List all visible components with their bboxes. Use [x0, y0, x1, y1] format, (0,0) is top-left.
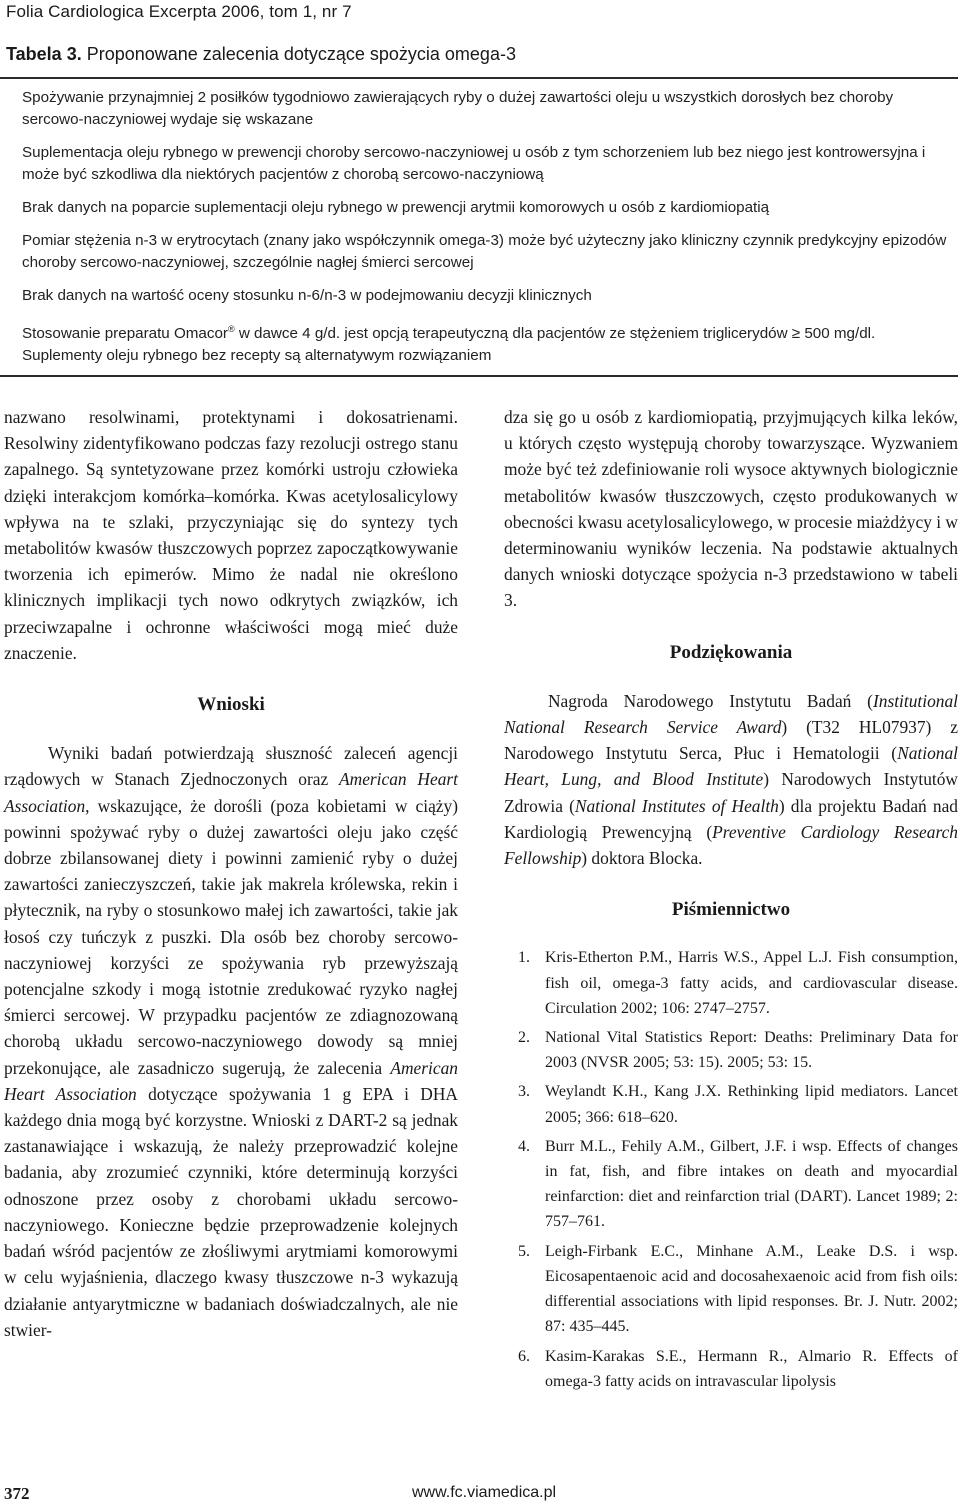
page-number: 372: [4, 1484, 30, 1503]
registered-mark: ®: [227, 324, 235, 334]
text-run: Nagroda Narodowego Instytutu Badań (: [548, 690, 873, 711]
table-row: Brak danych na wartość oceny stosunku n-6/n-3 w podejmowaniu decyzji klinicznych: [22, 287, 592, 304]
italic-text: American Heart Association: [4, 1057, 458, 1104]
reference-number: 1.: [518, 949, 530, 967]
right-column: [504, 404, 958, 1398]
body-paragraph: nazwano resolwinami, protektynami i dokosatrienami. Resolwiny zidentyfikowano podczas fazy rezolucji ostrego stanu zapalnego. Są syntetyzowane przez komórki ustroju człowieka dzięki interakcjom komórka–komórka. Kwas acetylosalicylowy wpływa na te szlaki, przyczyniając się do syntezy tych metabolitów kwasów tłuszczowych poprzez zapoczątkowywanie tworzenia ich epimerów. Mimo że nadal nie określono klinicznych implikacji tych nowo odkrytych związków, ich przeciwzapalne i ochronne właściwości mogą mieć duże znaczenie.: [4, 407, 458, 663]
italic-text: Institutional National Research Service Award: [504, 690, 958, 738]
section-heading-acknowledgements: Podziękowania: [669, 641, 793, 663]
left-column: [4, 404, 458, 1343]
reference-item: [504, 1344, 958, 1394]
table-row-text: w dawce 4 g/d. jest opcją terapeutyczną dla pacjentów ze stężeniem triglicerydów ≥ 500 mg/dl. Suplementy oleju rybnego bez recepty są alternatywym rozwiązaniem: [22, 325, 876, 365]
reference-item: [504, 1134, 958, 1235]
reference-text: Kris-Etherton P.M., Harris W.S., Appel L.J. Fish consumption, fish oil, omega-3 fatty acids, and cardiovascular disease. Circulation 2002; 106: 2747–2757.: [545, 949, 958, 1017]
reference-item: [504, 1079, 958, 1129]
reference-number: 6.: [518, 1347, 530, 1365]
acknowledgements-paragraph: [504, 688, 958, 871]
reference-text: Leigh-Firbank E.C., Minhane A.M., Leake D.S. i wsp. Eicosapentaenoic acid and docosahexaenoic acid from fish oils: differential associations with lipid responses. Br. J. Nutr. 2002; 87: 435–445.: [545, 1242, 958, 1336]
table-row: Brak danych na poparcie suplementacji oleju rybnego w prewencji arytmii komorowych u osób z kardiomiopatią: [22, 199, 770, 216]
reference-item: [504, 945, 958, 1021]
section-heading-references: Piśmiennictwo: [671, 899, 791, 921]
journal-url[interactable]: www.fc.viamedica.pl: [412, 1484, 557, 1501]
table-row: [22, 318, 954, 367]
table-rows: [0, 79, 960, 367]
table-bottom-rule: [0, 375, 958, 377]
reference-text: Kasim-Karakas S.E., Hermann R., Almario R. Effects of omega-3 fatty acids on intravascular lipolysis: [545, 1347, 958, 1390]
table-label: Tabela 3.: [6, 44, 82, 64]
reference-list: [504, 945, 958, 1393]
reference-text: Burr M.L., Fehily A.M., Gilbert, J.F. i wsp. Effects of changes in fat, fish, and fibre intakes on death and myocardial reinfarction: diet and reinfarction trial (DART). Lancet 1989; 2: 757–761.: [545, 1137, 958, 1231]
text-run: ) (T32 HL07937) z Narodowego Instytutu Serca, Płuc i Hematologii (: [504, 717, 959, 764]
body-paragraph: [4, 740, 458, 1343]
text-run: ) Narodowych Instytutów Zdrowia (: [504, 769, 958, 816]
reference-number: 5.: [518, 1242, 530, 1260]
italic-text: National Heart, Lung, and Blood Institute: [504, 743, 958, 790]
table-row: Pomiar stężenia n-3 w erytrocytach (znany jako współczynnik omega-3) może być użyteczny jako kliniczny czynnik predykcyjny epizodów choroby sercowo-naczyniowej, szczególnie nagłej śmierci sercowej: [22, 232, 947, 271]
text-run: , wskazujące, że dorośli (poza kobietami w ciąży) powinni spożywać ryby o dużej zawartości oleju jako część dobrze zbilansowanej diety i powinni zamienić ryby o dużej zawartości zanieczyszczeń, takie jak makrela królewska, rekin i płytecznik, na ryby o stosunkowo małej ich zawartości, takie jak łosoś czy tuńczyk z puszki. Dla osób bez choroby sercowo-naczyniowej korzyści ze spożywania ryb przewyższają potencjalne szkody i mogą istotnie zredukować ryzyko nagłej śmierci sercowej. W przypadku pacjentów ze zdiagnozowaną chorobą układu sercowo-naczyniowego dowody są mniej przekonujące, ale zasadniczo sugerują, że zalecenia: [4, 795, 458, 1078]
reference-number: 3.: [518, 1083, 530, 1101]
reference-text: National Vital Statistics Report: Deaths: Preliminary Data for 2003 (NVSR 2005; 53: 15). 2005; 53: 15.: [545, 1029, 958, 1072]
table-row-text: Stosowanie preparatu Omacor: [22, 325, 228, 343]
table-row: Suplementacja oleju rybnego w prewencji choroby sercowo-naczyniowej u osób z tym schorzeniem lub bez niego jest kontrowersyjna i może być szkodliwa dla niektórych pacjentów z chorobą sercowo-naczyniową: [22, 144, 926, 183]
italic-text: Preventive Cardiology Research Fellowship: [504, 821, 958, 869]
italic-text: National Institutes of Health: [574, 795, 779, 816]
running-head: Folia Cardiologica Excerpta 2006, tom 1, nr 7: [6, 2, 352, 21]
reference-number: 4.: [518, 1137, 530, 1155]
reference-item: [504, 1239, 958, 1340]
text-run: ) dla projektu Badań nad Kardiologią Prewencyjną (: [504, 795, 958, 842]
text-run: dotyczące spożywania 1 g EPA i DHA każdego dnia mogą być korzystne. Wnioski z DART-2 są jednak zastanawiające i wskazują, że należy przeprowadzić kolejne badania, aby zrozumieć czynniki, które determinują korzyści odnoszone przez osoby z chorobami układu sercowo-naczyniowego. Konieczne będzie przeprowadzenie kolejnych badań wśród pacjentów ze złośliwymi arytmiami komorowymi w celu wyjaśnienia, dlaczego kwasy tłuszczowe n-3 wykazują działanie antyarytmiczne w badaniach doświadczalnych, ale nie stwier-: [4, 1083, 458, 1340]
section-heading-conclusions: Wnioski: [197, 694, 265, 716]
table-title: Proponowane zalecenia dotyczące spożycia omega-3: [81, 44, 516, 64]
reference-item: [504, 1025, 958, 1075]
text-run: ) doktora Blocka.: [581, 848, 703, 869]
table-3: [0, 44, 960, 377]
reference-text: Weylandt K.H., Kang J.X. Rethinking lipid mediators. Lancet 2005; 366: 618–620.: [545, 1083, 958, 1126]
body-paragraph: dza się go u osób z kardiomiopatią, przyjmujących kilka leków, u których często występują choroby towarzyszące. Wyzwaniem może być też zdefiniowanie roli wysoce aktywnych biologicznie metabolitów kwasów tłuszczowych, często produkowanych w obecności kwasu acetylosalicylowego, w procesie miażdżycy i w determinowaniu wyników leczenia. Na podstawie aktualnych danych wnioski dotyczące spożycia n-3 przedstawiono w tabeli 3.: [504, 407, 958, 611]
reference-number: 2.: [518, 1029, 530, 1047]
table-caption: [0, 44, 960, 65]
text-run: Wyniki badań potwierdzają słuszność zaleceń agencji rządowych w Stanach Zjednoczonych oraz: [4, 743, 458, 790]
italic-text: American Heart Association: [4, 769, 458, 816]
table-row: Spożywanie przynajmniej 2 posiłków tygodniowo zawierających ryby o dużej zawartości oleju u wszystkich dorosłych bez choroby sercowo-naczyniowej wydaje się wskazane: [22, 89, 894, 128]
